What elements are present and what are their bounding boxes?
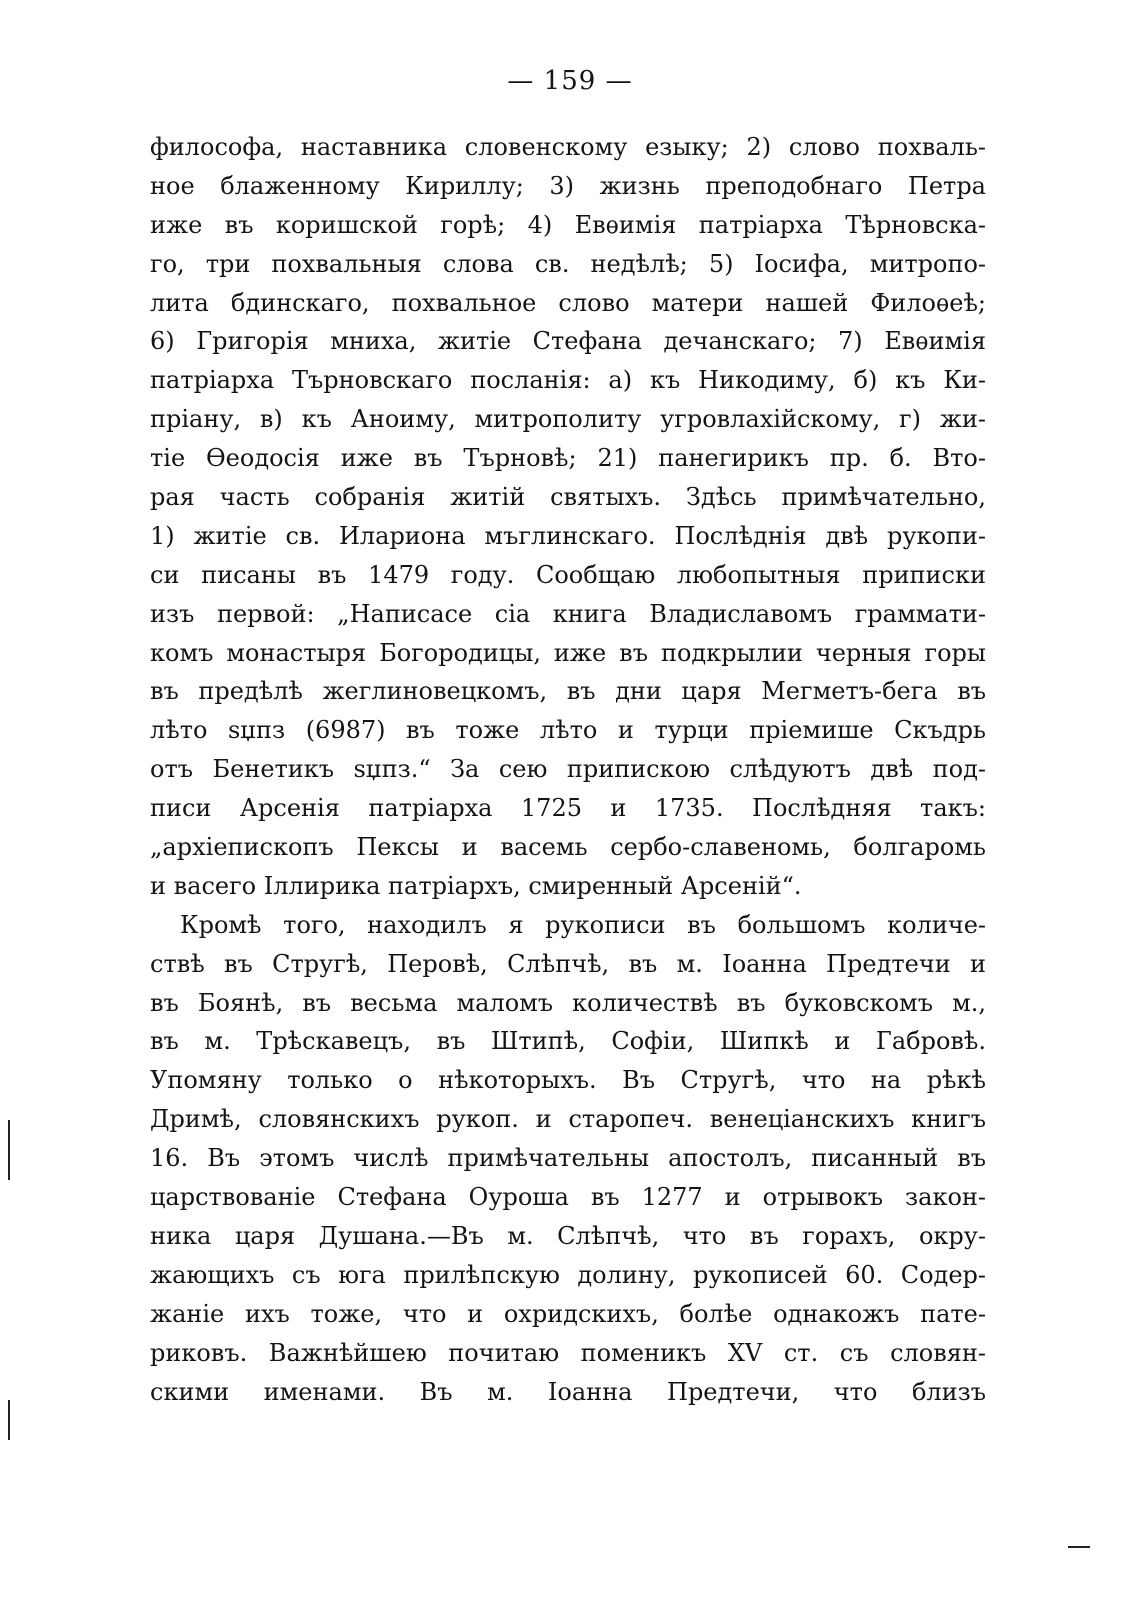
text-line: ное блаженному Кириллу; 3) жизнь преподобнаго Петра — [150, 171, 986, 200]
scan-artifact — [8, 1120, 10, 1180]
text-line: пріану, в) къ Аноиму, митрополиту угровлахійскому, г) жи- — [150, 405, 986, 434]
text-line: патріарха Търновскаго посланія: а) къ Никодиму, б) къ Ки- — [150, 366, 986, 395]
body-text — [150, 128, 986, 1411]
text-line: лѣто ѕџпз (6987) въ тоже лѣто и турци пріемише Скъдрь — [150, 716, 986, 745]
scan-artifact — [8, 1400, 10, 1440]
text-line: 16. Въ этомъ числѣ примѣчательны апостолъ, писанный въ — [150, 1144, 986, 1173]
text-line: писи Арсенія патріарха 1725 и 1735. Послѣдняя такъ: — [150, 794, 986, 823]
text-line: въ м. Трѣскавецъ, въ Штипѣ, Софіи, Шипкѣ и Габровѣ. — [150, 1027, 986, 1056]
scan-artifact — [1068, 1546, 1090, 1548]
text-line: жаніе ихъ тоже, что и охридскихъ, болѣе однакожъ пате- — [150, 1299, 986, 1328]
text-line: „архіепископъ Пексы и васемь сербо-славеномь, болгаромь — [150, 833, 986, 862]
text-line: ствѣ въ Стругѣ, Перовѣ, Слѣпчѣ, въ м. Іоанна Предтечи и — [150, 949, 986, 978]
text-line: царствованіе Стефана Оуроша въ 1277 и отрывокъ закон- — [150, 1183, 986, 1212]
text-line: жающихъ съ юга прилѣпскую долину, рукописей 60. Содер- — [150, 1260, 986, 1289]
text-line: Дримѣ, словянскихъ рукоп. и старопеч. венеціанскихъ книгъ — [150, 1105, 986, 1134]
text-line: въ предѣлѣ жеглиновецкомъ, въ дни царя Мегметъ-бега въ — [150, 677, 986, 706]
text-line: 6) Григорія мниха, житіе Стефана дечанскаго; 7) Евѳимія — [150, 327, 986, 356]
text-line: Упомяну только о нѣкоторыхъ. Въ Стругѣ, что на рѣкѣ — [150, 1066, 986, 1095]
text-line: и васего Іллирика патріархъ, смиренный Арсеній“. — [150, 871, 802, 900]
text-line: лита бдинскаго, похвальное слово матери нашей Филоѳеѣ; — [150, 288, 986, 317]
text-line: въ Боянѣ, въ весьма маломъ количествѣ въ буковскомъ м., — [150, 988, 986, 1017]
text-line: скими именами. Въ м. Іоанна Предтечи, что близъ — [150, 1377, 986, 1406]
text-line: изъ первой: „Написасе сіа книга Владиславомъ граммати- — [150, 599, 986, 628]
text-line: го, три похвальныя слова св. недѣлѣ; 5) Іосифа, митропо- — [150, 249, 986, 278]
text-line: рая часть собранія житій святыхъ. Здѣсь примѣчательно, — [150, 483, 986, 512]
text-line: 1) житіе св. Илариона мъглинскаго. Послѣднія двѣ рукопи- — [150, 521, 986, 550]
text-line: ника царя Душана.—Въ м. Слѣпчѣ, что въ горахъ, окру- — [150, 1221, 986, 1250]
text-line: иже въ коришской горѣ; 4) Евѳимія патріарха Тѣрновска- — [150, 210, 986, 239]
page-number: — 159 — — [507, 66, 633, 96]
text-line: риковъ. Важнѣйшею почитаю поменикъ XV ст. съ словян- — [150, 1338, 986, 1367]
text-line: си писаны въ 1479 году. Сообщаю любопытныя приписки — [150, 560, 986, 589]
text-line: отъ Бенетикъ ѕџпз.“ За сею припискою слѣдуютъ двѣ под- — [150, 755, 986, 784]
text-line: тіе Ѳеодосія иже въ Търновѣ; 21) панегирикъ пр. б. Вто- — [150, 444, 986, 473]
text-line: философа, наставника словенскому езыку; 2) слово похваль- — [150, 133, 986, 161]
text-line: Кромѣ того, находилъ я рукописи въ большомъ количе- — [180, 910, 986, 939]
text-line: комъ монастыря Богородицы, иже въ подкрылии черныя горы — [150, 638, 986, 667]
